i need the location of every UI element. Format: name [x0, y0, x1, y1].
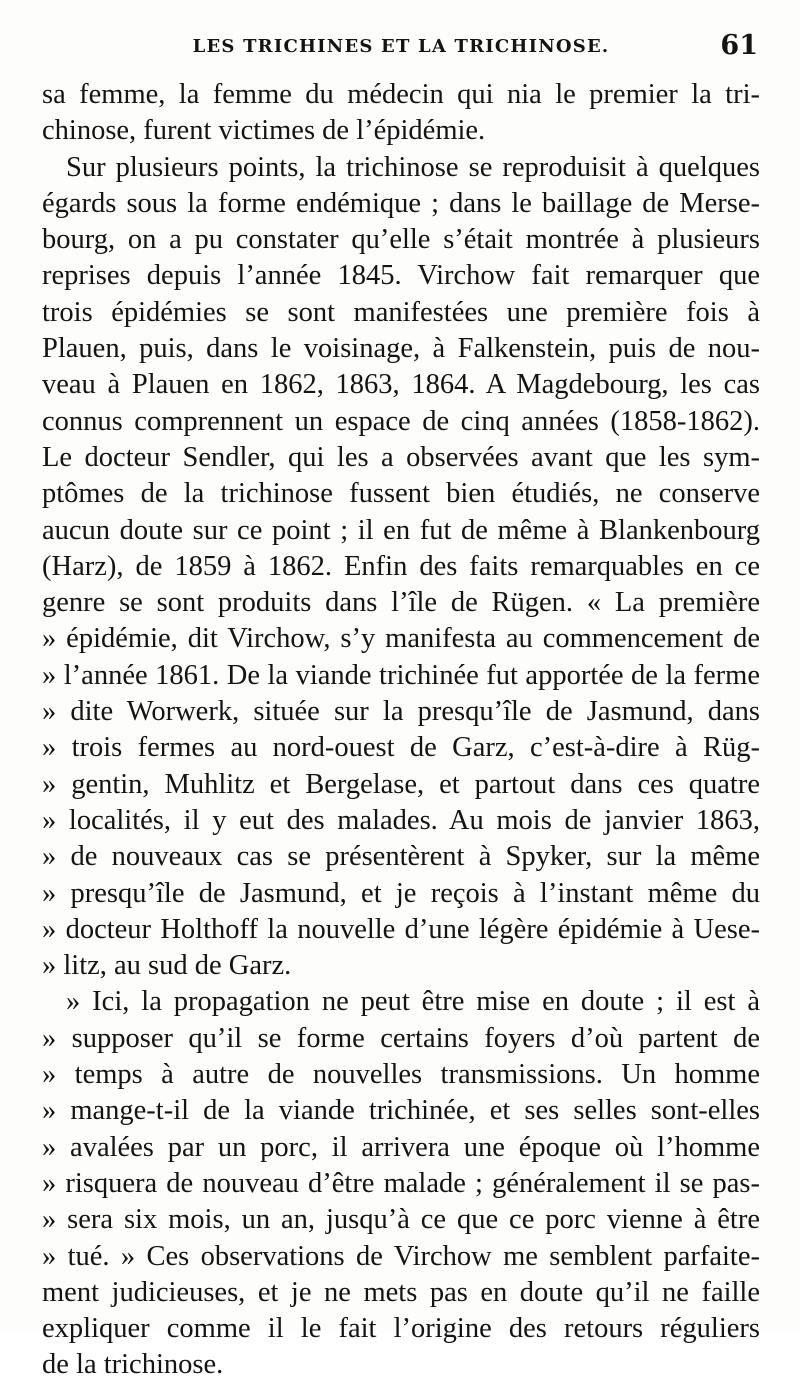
text-line: ment judicieuses, et je ne mets pas en doute qu’il ne faille [42, 1276, 760, 1308]
text-line: » Ici, la propagation ne peut être mise en doute ; il est à [66, 986, 760, 1018]
text-line: (Harz), de 1859 à 1862. Enfin des faits remarquables en ce [42, 550, 760, 582]
text-line: » litz, au sud de Garz. [42, 950, 292, 982]
text-line: » localités, il y eut des malades. Au mois de janvier 1863, [42, 804, 760, 836]
text-line: Plauen, puis, dans le voisinage, à Falkenstein, puis de nou- [42, 333, 760, 365]
text-line: Sur plusieurs points, la trichinose se reproduisit à quelques [66, 151, 760, 183]
text-line: sa femme, la femme du médecin qui nia le premier la tri- [42, 79, 760, 110]
text-line: » temps à autre de nouvelles transmissions. Un homme [42, 1059, 760, 1091]
text-line: de la trichinose. [42, 1349, 224, 1381]
running-head [40, 30, 762, 64]
text-line: » gentin, Muhlitz et Bergelase, et partout dans ces quatre [42, 768, 760, 800]
text-line: » avalées par un porc, il arrivera une époque où l’homme [42, 1131, 760, 1163]
body-text [42, 77, 760, 1384]
text-line: trois épidémies se sont manifestées une première fois à [42, 296, 760, 328]
text-line: » docteur Holthoff la nouvelle d’une légère épidémie à Uese- [42, 913, 760, 945]
text-line: » risquera de nouveau d’être malade ; généralement il se pas- [42, 1167, 760, 1199]
text-line: » sera six mois, un an, jusqu’à ce que ce porc vienne à être [42, 1204, 760, 1236]
text-line: » supposer qu’il se forme certains foyers d’où partent de [42, 1022, 760, 1054]
text-line: » mange-t-il de la viande trichinée, et ses selles sont-elles [42, 1095, 760, 1127]
text-line: aucun doute sur ce point ; il en fut de même à Blankenbourg [42, 514, 760, 546]
text-line: reprises depuis l’année 1845. Virchow fait remarquer que [42, 260, 760, 292]
text-line: » épidémie, dit Virchow, s’y manifesta au commencement de [42, 623, 760, 655]
page-number: 61 [720, 30, 758, 61]
text-line: » trois fermes au nord-ouest de Garz, c’est-à-dire à Rüg- [42, 732, 760, 764]
text-line: » tué. » Ces observations de Virchow me semblent parfaite- [42, 1240, 760, 1272]
text-line: égards sous la forme endémique ; dans le baillage de Merse- [42, 187, 760, 219]
text-line: bourg, on a pu constater qu’elle s’était montrée à plusieurs [42, 224, 760, 256]
text-line: » l’année 1861. De la viande trichinée fut apportée de la ferme [42, 659, 760, 691]
text-line: ptômes de la trichinose fussent bien étudiés, ne conserve [42, 478, 760, 510]
text-line: » dite Worwerk, située sur la presqu’île de Jasmund, dans [42, 696, 760, 728]
text-line: veau à Plauen en 1862, 1863, 1864. A Magdebourg, les cas [42, 369, 760, 401]
text-line: Le docteur Sendler, qui les a observées avant que les sym- [42, 441, 760, 473]
text-line: » presqu’île de Jasmund, et je reçois à l’instant même du [42, 877, 760, 909]
text-line: connus comprennent un espace de cinq années (1858-1862). [42, 405, 760, 437]
text-line: expliquer comme il le fait l’origine des retours réguliers [42, 1313, 760, 1345]
text-line: chinose, furent victimes de l’épidémie. [42, 115, 486, 147]
text-line: » de nouveaux cas se présentèrent à Spyker, sur la même [42, 841, 760, 873]
running-title: LES TRICHINES ET LA TRICHINOSE. [192, 36, 610, 57]
text-line: genre se sont produits dans l’île de Rügen. « La première [42, 587, 760, 619]
